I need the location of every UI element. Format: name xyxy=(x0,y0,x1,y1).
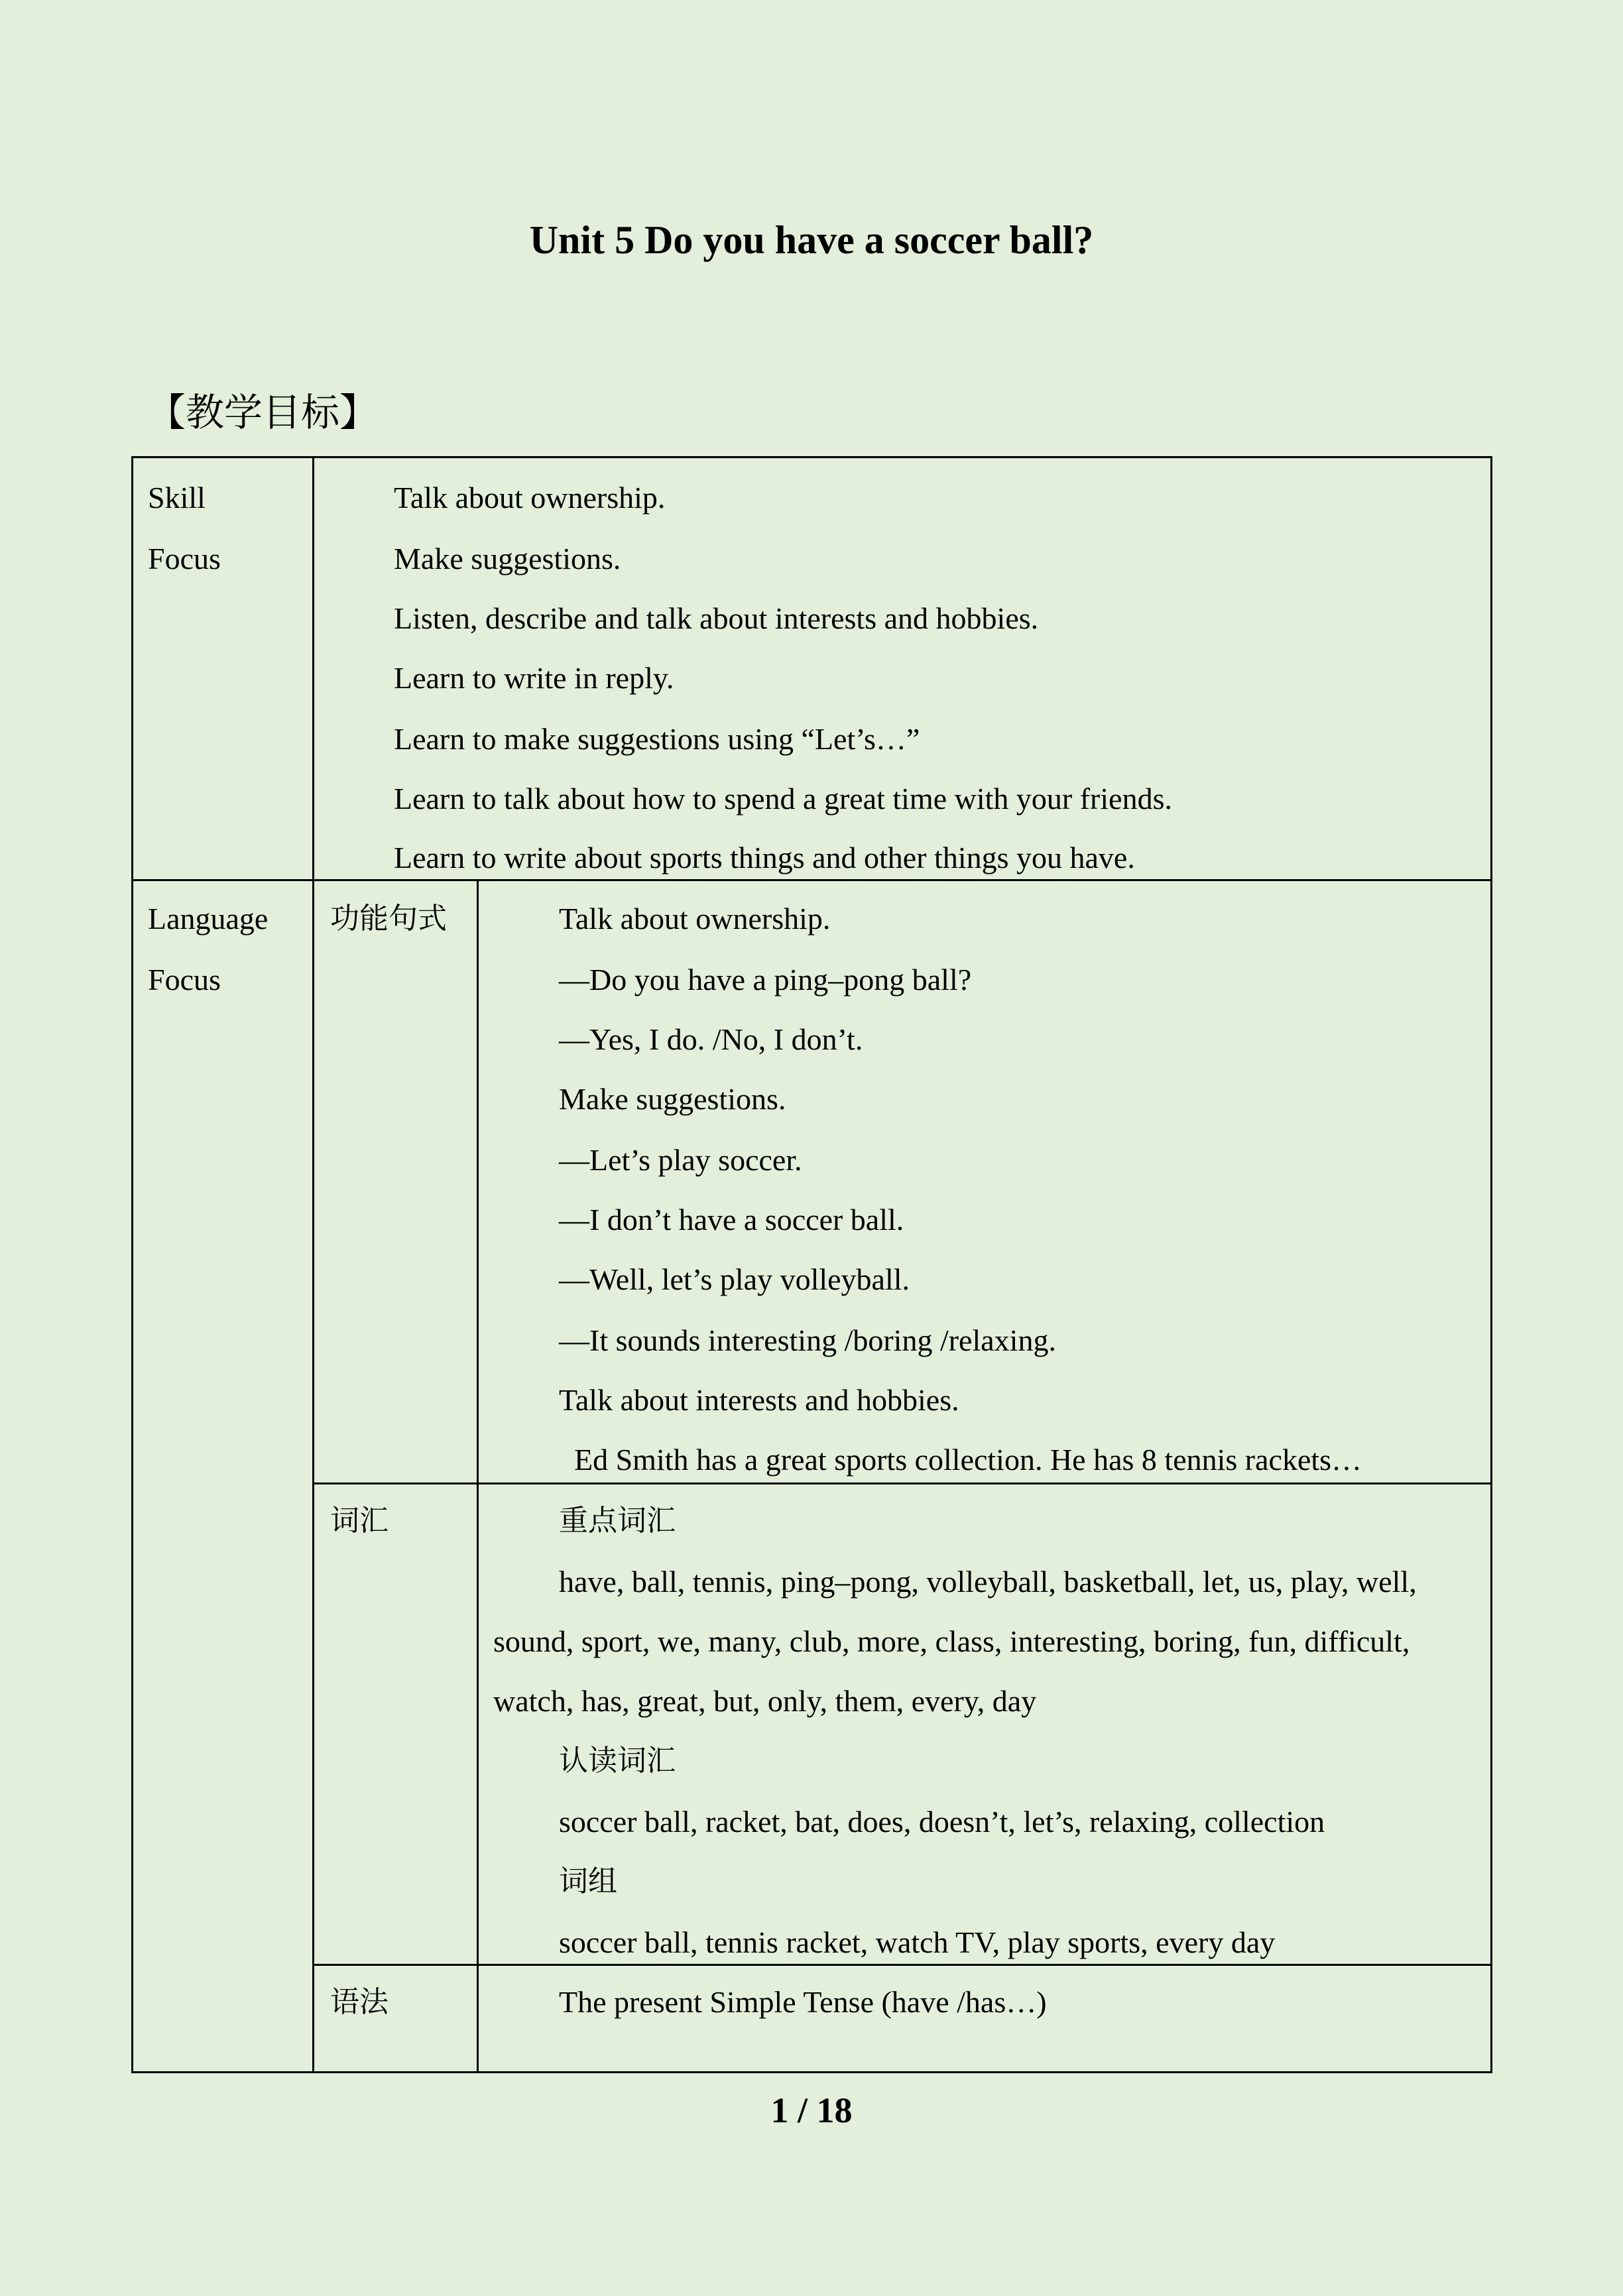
skill-item: Learn to talk about how to spend a great time with your friends. xyxy=(394,782,1172,816)
function-line: —Do you have a ping–pong ball? xyxy=(559,963,972,997)
skill-item: Learn to write about sports things and other things you have. xyxy=(394,841,1135,875)
section-heading: 【教学目标】 xyxy=(147,390,379,435)
function-line: —Well, let’s play volleyball. xyxy=(559,1262,910,1296)
language-focus-label-line-2: Focus xyxy=(148,963,221,997)
objectives-table xyxy=(131,456,1492,2073)
skill-focus-label-line-2: Focus xyxy=(148,542,221,575)
skill-item: Learn to make suggestions using “Let’s…” xyxy=(394,722,920,756)
key-words-line: have, ball, tennis, ping–pong, volleyball, basketball, let, us, play, well, xyxy=(559,1565,1417,1599)
phrases: soccer ball, tennis racket, watch TV, play sports, every day xyxy=(559,1925,1276,1959)
function-line: —Yes, I do. /No, I don’t. xyxy=(559,1022,863,1056)
column-divider-1 xyxy=(312,458,314,2071)
reading-words: soccer ball, racket, bat, does, doesn’t, let’s, relaxing, collection xyxy=(559,1805,1325,1839)
grammar-label: 语法 xyxy=(330,1985,389,2019)
skill-item: Listen, describe and talk about interests and hobbies. xyxy=(394,601,1039,635)
function-line: Ed Smith has a great sports collection. He has 8 tennis rackets… xyxy=(574,1443,1362,1477)
key-words-line: watch, has, great, but, only, them, every, day xyxy=(493,1684,1037,1718)
row-divider-skill xyxy=(133,879,1490,881)
skill-item: Make suggestions. xyxy=(394,542,621,575)
document-title: Unit 5 Do you have a soccer ball? xyxy=(529,218,1094,262)
function-line: —I don’t have a soccer ball. xyxy=(559,1203,904,1237)
function-line: Talk about interests and hobbies. xyxy=(559,1383,959,1417)
column-divider-2 xyxy=(477,880,479,2071)
function-line: Make suggestions. xyxy=(559,1082,786,1116)
row-divider-vocabulary xyxy=(312,1964,1490,1966)
language-focus-label-line-1: Language xyxy=(148,902,269,936)
function-line: Talk about ownership. xyxy=(559,902,831,936)
page-number: 1 / 18 xyxy=(770,2090,853,2130)
skill-item: Learn to write in reply. xyxy=(394,661,674,695)
grammar-text: The present Simple Tense (have /has…) xyxy=(559,1985,1047,2019)
key-words-line: sound, sport, we, many, club, more, class, interesting, boring, fun, difficult, xyxy=(493,1624,1410,1658)
function-line: —Let’s play soccer. xyxy=(559,1143,802,1177)
reading-words-heading: 认读词汇 xyxy=(559,1744,676,1778)
row-divider-functions xyxy=(312,1482,1490,1484)
vocabulary-label: 词汇 xyxy=(330,1504,389,1538)
phrases-heading: 词组 xyxy=(559,1864,617,1898)
skill-item: Talk about ownership. xyxy=(394,481,666,514)
functions-label: 功能句式 xyxy=(330,902,447,936)
skill-focus-label-line-1: Skill xyxy=(148,481,206,514)
key-words-heading: 重点词汇 xyxy=(559,1504,676,1538)
function-line: —It sounds interesting /boring /relaxing. xyxy=(559,1323,1056,1357)
